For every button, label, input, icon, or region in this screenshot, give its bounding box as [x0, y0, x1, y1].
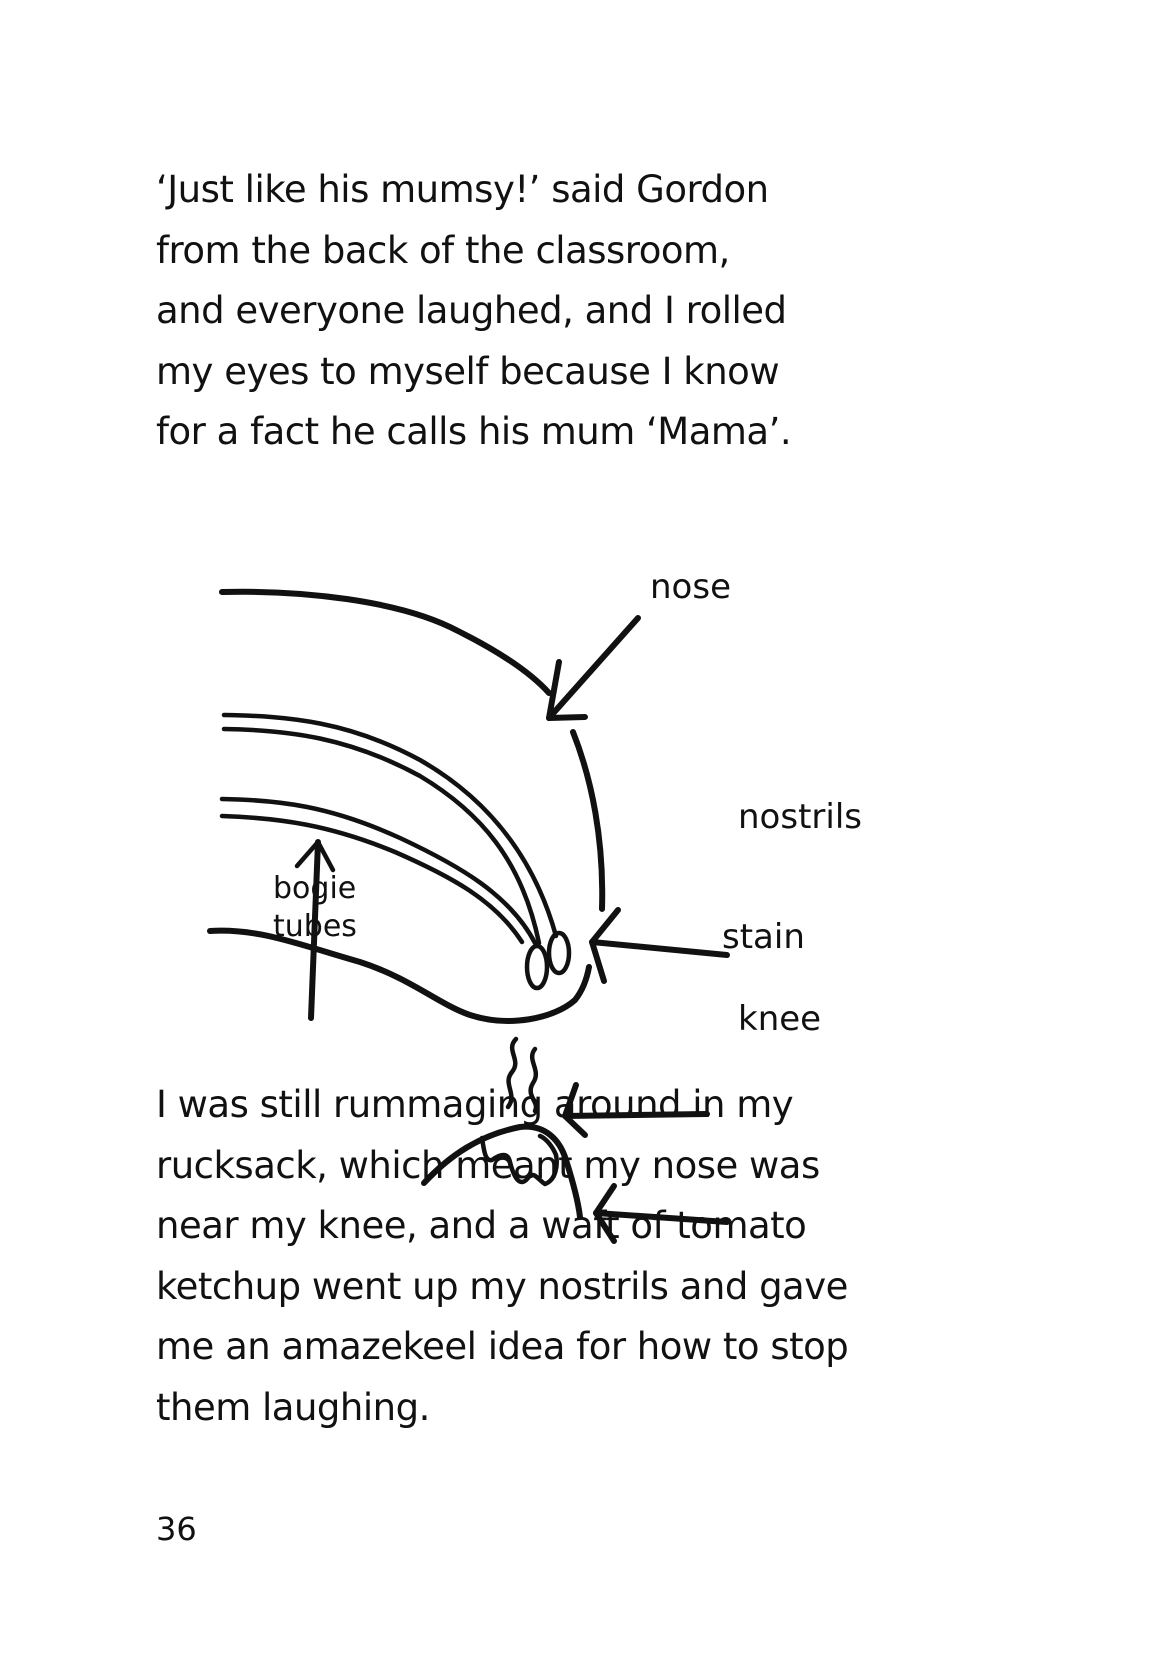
nose-top-outline	[222, 592, 549, 693]
label-knee: knee	[738, 999, 822, 1039]
text-line: rucksack, which meant my nose was	[156, 1143, 820, 1187]
text-line: me an amazekeel idea for how to stop	[156, 1325, 849, 1368]
text-line: near my knee, and a waft of tomato	[156, 1204, 807, 1247]
text-line: from the back of the classroom,	[156, 228, 730, 272]
nose-bottom-outline	[210, 931, 589, 1021]
paragraph-2	[156, 1075, 848, 1438]
text-line: them laughing.	[156, 1385, 430, 1429]
label-nostrils: nostrils	[738, 797, 862, 837]
label-nose: nose	[650, 567, 731, 607]
nose-tip-outline	[573, 732, 602, 909]
text-line: I was still rummaging around in my	[156, 1083, 794, 1126]
text-line: ‘Just like his mumsy!’ said Gordon	[156, 168, 769, 211]
text-line: and everyone laughed, and I rolled	[156, 289, 787, 332]
nostril	[527, 946, 547, 988]
page-number: 36	[156, 1510, 197, 1548]
nostrils-arrow	[592, 910, 727, 981]
bogie-tube-line	[224, 729, 539, 943]
label-bogie: bogie	[273, 871, 357, 906]
text-line: my eyes to myself because I know	[156, 349, 780, 393]
text-line: ketchup went up my nostrils and gave	[156, 1264, 848, 1308]
nostril	[549, 933, 569, 973]
nose-arrow	[549, 618, 638, 718]
label-stain: stain	[722, 917, 805, 957]
label-tubes: tubes	[273, 909, 357, 944]
text-line: for a fact he calls his mum ‘Mama’.	[156, 410, 792, 453]
